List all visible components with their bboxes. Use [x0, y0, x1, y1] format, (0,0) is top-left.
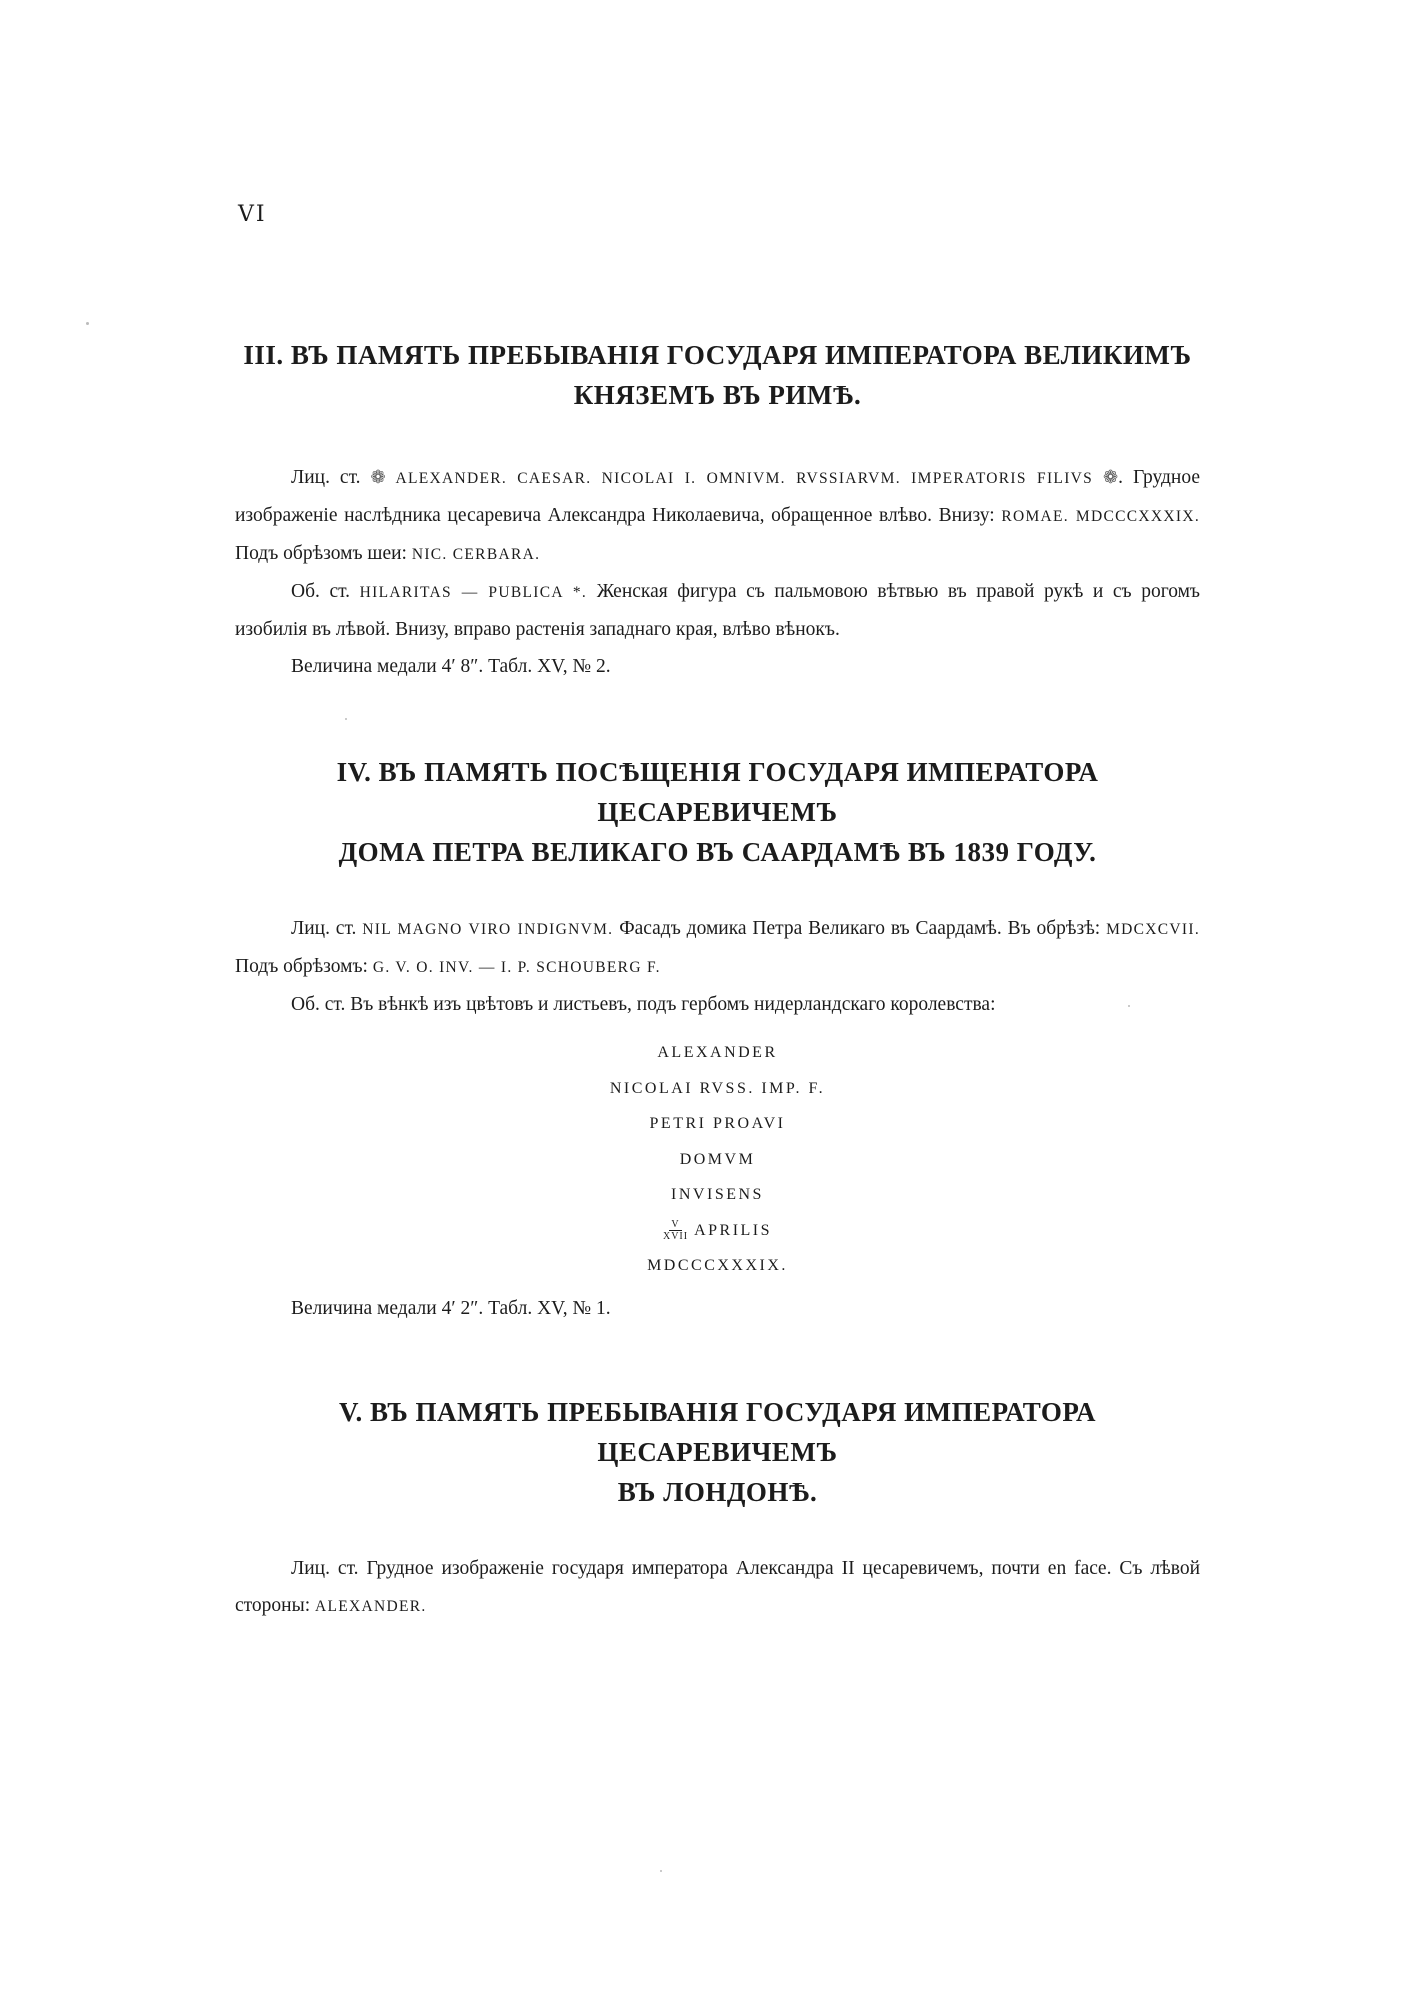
scan-speck — [345, 718, 347, 720]
obverse-label: Лиц. ст. — [291, 1558, 359, 1579]
section-iii-size: Величина медали 4′ 8″. Табл. XV, № 2. — [291, 656, 611, 677]
section-iii-heading — [235, 335, 1200, 415]
section-iii-obverse: Лиц. ст. ❁ ALEXANDER. CAESAR. NICOLAI I. OMNIVM. RVSSIARVM. IMPERATORIS FILIVS ❁. Грудное изображеніе наслѣдника цесаревича Александра Николаевича, обращенное влѣво. Внизу: ROMAE. MDCCCXXXIX. Подъ обрѣзомъ шеи: NIC. CERBARA. — [235, 467, 1200, 564]
inscription-line: PETRI PROAVI — [649, 1115, 786, 1132]
obverse-exergue: ROMAE. MDCCCXXXIX. — [1001, 508, 1200, 525]
page-number: VI — [238, 202, 267, 227]
reverse-label: Об. ст. — [291, 994, 346, 1015]
obverse-description: Фасадъ домика Петра Великаго въ Саардамѣ. — [619, 918, 1002, 939]
reverse-description: Въ вѣнкѣ изъ цвѣтовъ и листьевъ, подъ гербомъ нидерландскаго королевства: — [350, 994, 996, 1015]
exergue-label: Въ обрѣзѣ: — [1007, 918, 1101, 939]
date-denominator: XVII — [662, 1231, 689, 1243]
section-iv-obverse — [235, 910, 1200, 986]
obverse-legend: ALEXANDER. — [315, 1598, 427, 1615]
date-month: APRILIS — [694, 1221, 773, 1239]
medalist-signature: G. V. O. INV. — I. P. SCHOUBERG F. — [372, 959, 661, 976]
section-iv-reverse — [235, 986, 1200, 1023]
scan-speck — [660, 1870, 662, 1872]
section-iii-reverse — [235, 573, 1200, 648]
date-numerator: V — [671, 1219, 680, 1231]
obverse-exergue: MDCXCVII. — [1106, 921, 1201, 938]
obverse-legend: NIL MAGNO VIRO INDIGNVM. — [362, 921, 614, 938]
section-iv — [235, 752, 1200, 1327]
reverse-legend: HILARITAS — PUBLICA *. — [359, 584, 588, 601]
obverse-label: Лиц. ст. — [291, 918, 357, 939]
inscription-line: NICOLAI RVSS. IMP. F. — [609, 1079, 826, 1097]
section-iii — [235, 335, 1200, 685]
medal-inscription — [235, 1035, 1200, 1284]
section-iv-size: Величина медали 4′ 2″. Табл. XV, № 1. — [291, 1297, 611, 1319]
reverse-description: Женская фигура съ пальмовою вѣтвью въ правой рукѣ и съ рогомъ изобилія въ лѣвой. Внизу, вправо растенія западнаго края, влѣво вѣнокъ. — [235, 581, 1201, 640]
heading-line: КНЯЗЕМЪ ВЪ РИМѢ. — [573, 380, 862, 410]
scan-speck — [1128, 1005, 1130, 1007]
scan-speck — [86, 322, 89, 325]
heading-line: ВЪ ЛОНДОНѢ. — [617, 1477, 818, 1507]
heading-line: ДОМА ПЕТРА ВЕЛИКАГО ВЪ СААРДАМѢ ВЪ 1839 ГОДУ. — [338, 837, 1097, 867]
heading-line: IV. ВЪ ПАМЯТЬ ПОСѢЩЕНІЯ ГОСУДАРЯ ИМПЕРАТОРА ЦЕСАРЕВИЧЕМЪ — [336, 757, 1099, 827]
inscription-date — [235, 1213, 1200, 1249]
inscription-line: DOMVM — [679, 1150, 756, 1168]
inscription-line: INVISENS — [671, 1186, 764, 1203]
rosette-icon: ❁ — [370, 467, 386, 487]
under-label: Подъ обрѣзомъ: — [235, 956, 368, 977]
medalist-signature: NIC. CERBARA. — [411, 546, 541, 563]
reverse-label: Об. ст. — [291, 581, 351, 602]
under-neck-label: Подъ обрѣзомъ шеи: — [235, 543, 407, 564]
heading-line: V. ВЪ ПАМЯТЬ ПРЕБЫВАНІЯ ГОСУДАРЯ ИМПЕРАТОРА ЦЕСАРЕВИЧЕМЪ — [339, 1397, 1096, 1467]
inscription-year: MDCCCXXXIX. — [647, 1257, 788, 1274]
date-fraction — [663, 1219, 688, 1242]
section-v-obverse — [235, 1550, 1200, 1625]
section-v-heading — [235, 1392, 1200, 1512]
rosette-icon: ❁ — [1103, 467, 1119, 487]
obverse-description: Грудное изображеніе государя императора Александра II цесаревичемъ, почти en face. Съ лѣвой стороны: — [235, 1558, 1201, 1616]
section-v — [235, 1392, 1200, 1625]
obverse-label: Лиц. ст. — [291, 467, 361, 488]
section-iv-heading — [235, 752, 1200, 872]
inscription-line: ALEXANDER — [657, 1044, 778, 1061]
heading-line: III. ВЪ ПАМЯТЬ ПРЕБЫВАНІЯ ГОСУДАРЯ ИМПЕРАТОРА ВЕЛИКИМЪ — [243, 340, 1192, 370]
obverse-legend: ALEXANDER. CAESAR. NICOLAI I. OMNIVM. RVSSIARVM. IMPERATORIS FILIVS — [395, 470, 1094, 487]
obverse-description: Грудное изображеніе наслѣдника цесаревича Александра Николаевича, обращенное влѣво. Внизу: — [235, 467, 1200, 526]
